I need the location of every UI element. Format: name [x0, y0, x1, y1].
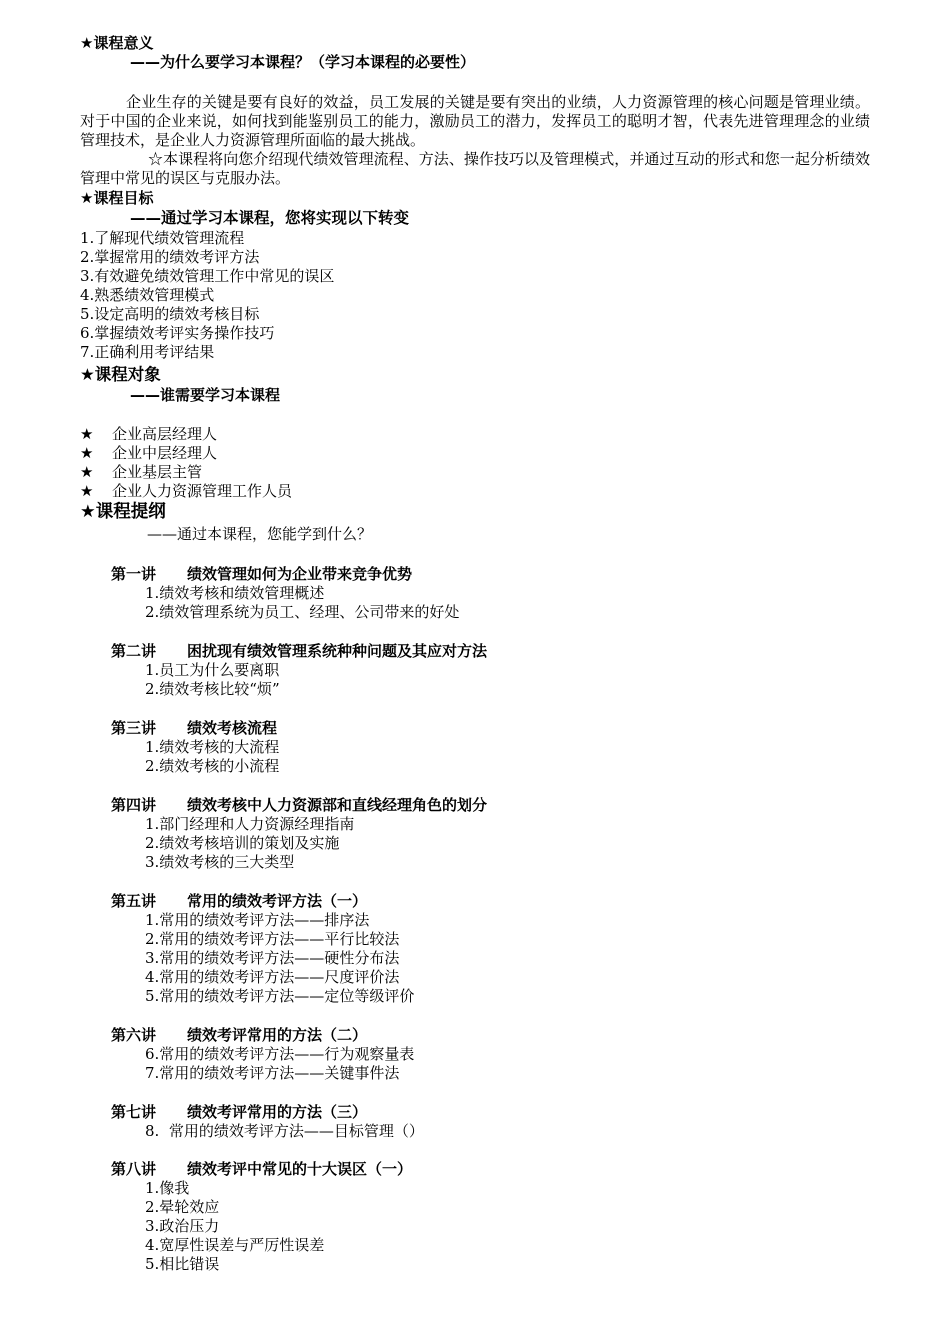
lecture-item: 1.像我 — [145, 1179, 190, 1197]
lecture-number: 第五讲 — [111, 892, 157, 910]
goal-item: 6.掌握绩效考评实务操作技巧 — [80, 324, 275, 342]
lecture-heading — [111, 1103, 367, 1122]
audience-item — [80, 425, 217, 444]
lecture-number: 第二讲 — [111, 642, 157, 660]
lecture-title: 绩效考核中人力资源部和直线经理角色的划分 — [187, 796, 488, 814]
star-bullet-icon: ★ — [80, 425, 94, 443]
audience-item-label: 企业高层经理人 — [112, 425, 218, 443]
audience-item — [80, 463, 202, 482]
lecture-item: 2.绩效考核培训的策划及实施 — [145, 834, 340, 852]
audience-item-label: 企业人力资源管理工作人员 — [112, 482, 293, 500]
audience-item-label: 企业中层经理人 — [112, 444, 218, 462]
lecture-item: 6.常用的绩效考评方法——行为观察量表 — [145, 1045, 415, 1063]
section-heading-meaning: ★课程意义 — [80, 34, 154, 52]
section-subheading-outline: ——通过本课程，您能学到什么？ — [147, 525, 373, 543]
goal-item: 3.有效避免绩效管理工作中常见的误区 — [80, 267, 335, 285]
audience-item-label: 企业基层主管 — [112, 463, 203, 481]
lecture-heading — [111, 1026, 367, 1045]
section-heading-goals: ★课程目标 — [80, 189, 154, 207]
lecture-item: 7.常用的绩效考评方法——关键事件法 — [145, 1064, 400, 1082]
lecture-item: 3.常用的绩效考评方法——硬性分布法 — [145, 949, 400, 967]
lecture-item: 3.绩效考核的三大类型 — [145, 853, 295, 871]
lecture-number: 第八讲 — [111, 1160, 157, 1178]
goal-item: 7.正确利用考评结果 — [80, 343, 215, 361]
goal-item: 5.设定高明的绩效考核目标 — [80, 305, 260, 323]
goal-item: 2.掌握常用的绩效考评方法 — [80, 248, 260, 266]
star-bullet-icon: ★ — [80, 444, 94, 462]
lecture-heading — [111, 796, 487, 815]
lecture-item: 1.常用的绩效考评方法——排序法 — [145, 911, 370, 929]
lecture-title: 绩效考评常用的方法（三） — [187, 1103, 368, 1121]
lecture-title: 绩效考评中常见的十大误区（一） — [187, 1160, 413, 1178]
lecture-item: 5.相比错误 — [145, 1255, 220, 1273]
lecture-number: 第六讲 — [111, 1026, 157, 1044]
lecture-number: 第一讲 — [111, 565, 157, 583]
lecture-heading — [111, 892, 367, 911]
lecture-item: 1.员工为什么要离职 — [145, 661, 280, 679]
lecture-number: 第四讲 — [111, 796, 157, 814]
lecture-heading — [111, 1160, 412, 1179]
lecture-item: 2.绩效考核比较“烦” — [145, 680, 280, 698]
goal-item: 1.了解现代绩效管理流程 — [80, 229, 245, 247]
lecture-item: 3.政治压力 — [145, 1217, 220, 1235]
lecture-item: 1.部门经理和人力资源经理指南 — [145, 815, 355, 833]
star-bullet-icon: ★ — [80, 463, 94, 481]
meaning-paragraph-1: 企业生存的关键是要有良好的效益，员工发展的关键是要有突出的业绩，人力资源管理的核心问题是管理业绩。对于中国的企业来说，如何找到能鉴别员工的能力，激励员工的潜力，发挥员工的聪明才智，代表先进管理理念的业绩管理技术，是企业人力资源管理所面临的最大挑战。 — [80, 93, 870, 149]
meaning-paragraph-2: ☆本课程将向您介绍现代绩效管理流程、方法、操作技巧以及管理模式，并通过互动的形式和您一起分析绩效管理中常见的误区与克服办法。 — [80, 150, 870, 187]
lecture-number: 第七讲 — [111, 1103, 157, 1121]
lecture-heading — [111, 719, 277, 738]
lecture-title: 绩效管理如何为企业带来竞争优势 — [187, 565, 413, 583]
lecture-item: 2.绩效管理系统为员工、经理、公司带来的好处 — [145, 603, 460, 621]
lecture-item: 2.晕轮效应 — [145, 1198, 220, 1216]
audience-item — [80, 482, 292, 501]
lecture-heading — [111, 565, 412, 584]
lecture-title: 绩效考评常用的方法（二） — [187, 1026, 368, 1044]
lecture-item: 1.绩效考核和绩效管理概述 — [145, 584, 325, 602]
lecture-item: 8. 常用的绩效考评方法——目标管理（） — [145, 1122, 424, 1140]
lecture-item: 4.常用的绩效考评方法——尺度评价法 — [145, 968, 400, 986]
lecture-item: 4.宽厚性误差与严厉性误差 — [145, 1236, 325, 1254]
section-subheading-meaning: ——为什么要学习本课程？（学习本课程的必要性） — [130, 53, 476, 71]
lecture-item: 1.绩效考核的大流程 — [145, 738, 280, 756]
section-subheading-goals: ——通过学习本课程，您将实现以下转变 — [130, 209, 410, 227]
audience-item — [80, 444, 217, 463]
goal-item: 4.熟悉绩效管理模式 — [80, 286, 215, 304]
lecture-title: 困扰现有绩效管理系统种种问题及其应对方法 — [187, 642, 488, 660]
lecture-item: 2.绩效考核的小流程 — [145, 757, 280, 775]
lecture-title: 常用的绩效考评方法（一） — [187, 892, 368, 910]
lecture-item: 5.常用的绩效考评方法——定位等级评价 — [145, 987, 415, 1005]
lecture-item: 2.常用的绩效考评方法——平行比较法 — [145, 930, 400, 948]
star-bullet-icon: ★ — [80, 482, 94, 500]
lecture-number: 第三讲 — [111, 719, 157, 737]
section-heading-audience: ★课程对象 — [80, 365, 161, 384]
lecture-title: 绩效考核流程 — [187, 719, 278, 737]
section-subheading-audience: ——谁需要学习本课程 — [130, 386, 281, 404]
lecture-heading — [111, 642, 487, 661]
section-heading-outline: ★课程提纲 — [80, 502, 166, 522]
